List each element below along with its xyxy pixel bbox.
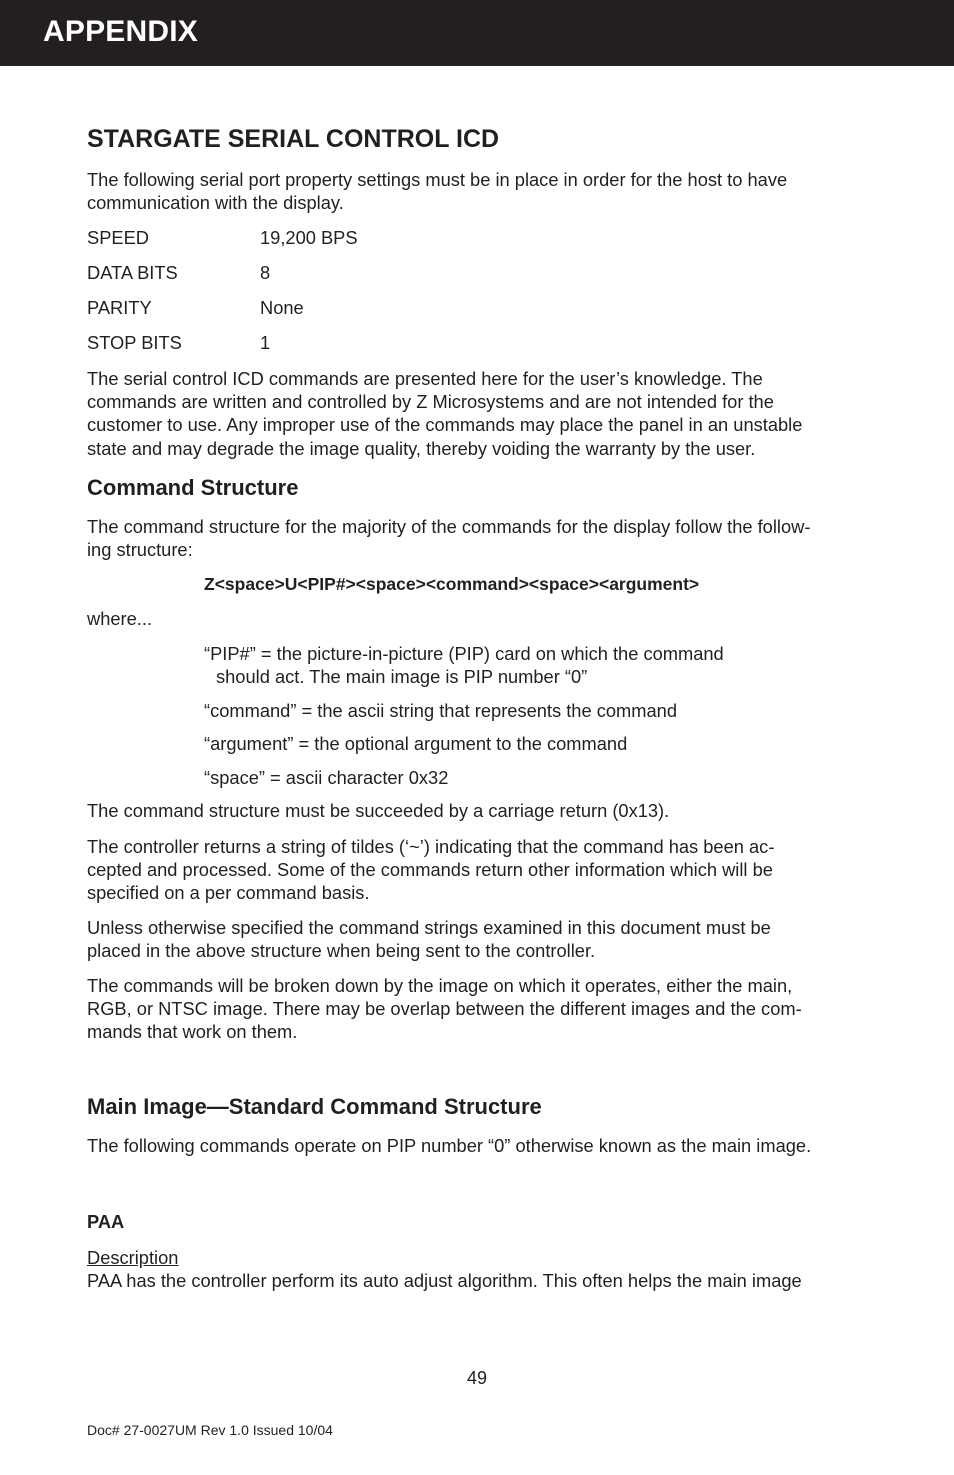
where-label: where... xyxy=(87,608,153,629)
carriage-return-note: The command structure must be succeeded by a carriage return (0x13). xyxy=(87,800,670,821)
command-structure-intro-line: The command structure for the majority of the commands for the display follow the follow- xyxy=(87,516,811,537)
unless-line: Unless otherwise specified the command strings examined in this document must be xyxy=(87,917,771,938)
unless-line: placed in the above structure when being sent to the controller. xyxy=(87,940,596,962)
disclaimer-line: customer to use. Any improper use of the commands may place the panel in an unstable xyxy=(87,414,803,436)
main-image-title: Main Image—Standard Command Structure xyxy=(87,1094,542,1119)
section-title: STARGATE SERIAL CONTROL ICD xyxy=(87,125,500,153)
document-footer: Doc# 27-0027UM Rev 1.0 Issued 10/04 xyxy=(87,1422,333,1438)
section-intro-line: communication with the display. xyxy=(87,192,344,214)
controller-returns-line: The controller returns a string of tildes (‘~’) indicating that the command has been ac- xyxy=(87,836,775,857)
definition-space: “space” = ascii character 0x32 xyxy=(204,767,449,788)
breakdown-line: mands that work on them. xyxy=(87,1021,298,1043)
definition-pip-line: should act. The main image is PIP number “0” xyxy=(216,666,588,688)
controller-returns-line: specified on a per command basis. xyxy=(87,882,370,904)
unless-paragraph xyxy=(87,916,771,962)
command-structure-title: Command Structure xyxy=(87,475,299,500)
definition-argument: “argument” = the optional argument to the command xyxy=(204,733,628,754)
paa-title: PAA xyxy=(87,1211,125,1232)
header-title: APPENDIX xyxy=(43,15,198,48)
breakdown-paragraph xyxy=(87,974,802,1044)
paa-description-label: Description xyxy=(87,1247,179,1268)
controller-returns-paragraph xyxy=(87,835,774,905)
setting-value-parity: None xyxy=(260,297,304,318)
page-number: 49 xyxy=(466,1368,488,1388)
header-bar xyxy=(0,0,954,66)
breakdown-line: RGB, or NTSC image. There may be overlap between the different images and the com- xyxy=(87,998,802,1020)
setting-name-data-bits: DATA BITS xyxy=(87,262,178,283)
main-image-intro: The following commands operate on PIP number “0” otherwise known as the main image. xyxy=(87,1135,812,1156)
command-syntax: Z<space>U<PIP#><space><command><space><argument> xyxy=(204,574,700,594)
setting-name-parity: PARITY xyxy=(87,297,152,318)
setting-value-data-bits: 8 xyxy=(260,262,271,283)
setting-value-speed: 19,200 BPS xyxy=(260,227,358,248)
paa-description: PAA has the controller perform its auto adjust algorithm. This often helps the main image xyxy=(87,1270,802,1291)
definition-pip xyxy=(204,642,724,688)
command-structure-intro xyxy=(87,515,810,561)
setting-value-stop-bits: 1 xyxy=(260,332,271,353)
disclaimer-paragraph xyxy=(87,367,802,460)
disclaimer-line: The serial control ICD commands are presented here for the user’s knowledge. The xyxy=(87,368,763,389)
disclaimer-line: commands are written and controlled by Z Microsystems and are not intended for the xyxy=(87,391,774,413)
setting-name-speed: SPEED xyxy=(87,227,149,248)
disclaimer-line: state and may degrade the image quality, thereby voiding the warranty by the user. xyxy=(87,437,756,459)
setting-name-stop-bits: STOP BITS xyxy=(87,332,182,353)
command-structure-intro-line: ing structure: xyxy=(87,539,193,561)
section-intro-line: The following serial port property settings must be in place in order for the host to have xyxy=(87,169,788,190)
breakdown-line: The commands will be broken down by the image on which it operates, either the main, xyxy=(87,975,793,996)
section-intro xyxy=(87,168,787,214)
definition-command: “command” = the ascii string that represents the command xyxy=(204,700,677,721)
controller-returns-line: cepted and processed. Some of the commands return other information which will be xyxy=(87,859,773,881)
definition-pip-line: “PIP#” = the picture-in-picture (PIP) card on which the command xyxy=(204,643,724,664)
